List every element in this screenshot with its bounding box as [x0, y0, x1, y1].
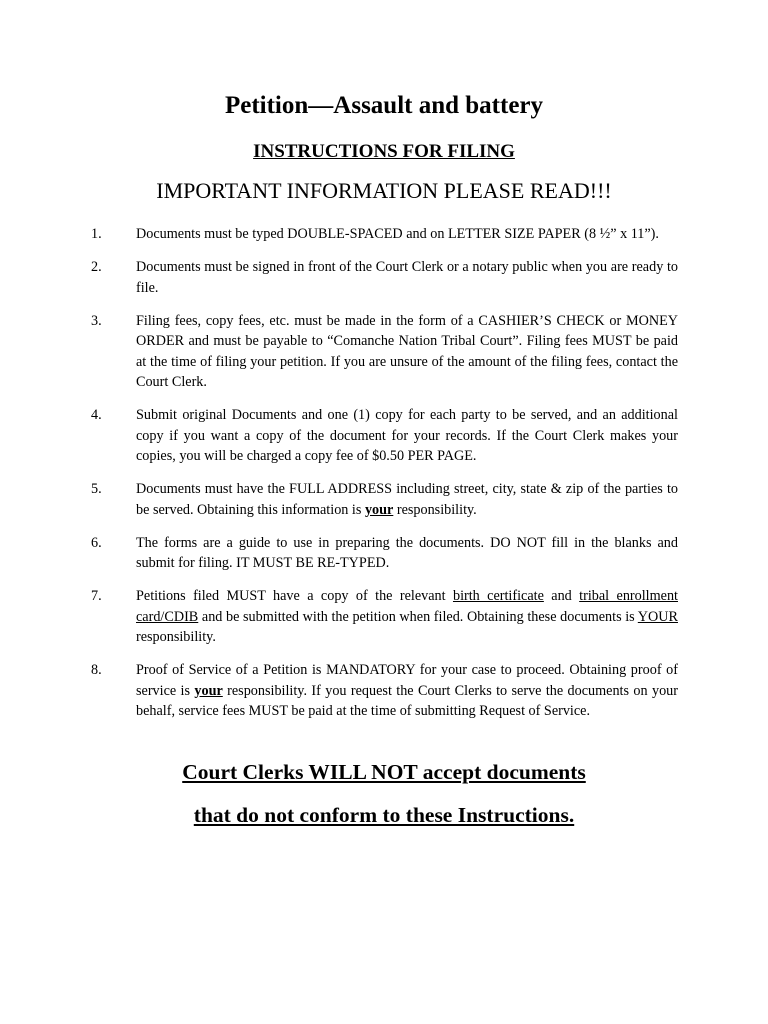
important-notice: IMPORTANT INFORMATION PLEASE READ!!!	[156, 178, 612, 203]
birth-certificate-underlined: birth certificate	[452, 588, 544, 604]
instruction-item-8	[91, 660, 678, 722]
instruction-item-7	[91, 586, 678, 648]
item-number: 3.	[91, 312, 102, 329]
item-number: 6.	[91, 534, 102, 551]
item-number: 5.	[91, 481, 102, 497]
instruction-item-3	[91, 311, 678, 393]
item-text: Proof of Service of a Petition is MANDATORY for your case to proceed. Obtaining proof of service is your responsibility. If you request the Court Clerks to serve the documents on your behalf, service fees MUST be paid at the time of submitting Request of Service.	[136, 662, 678, 719]
item-text: Documents must have the FULL ADDRESS including street, city, state & zip of the parties to be served. Obtaining this information is your responsibility.	[136, 481, 678, 518]
item-text: The forms are a guide to use in preparing the documents. DO NOT fill in the blanks and submit for filing. IT MUST BE RE-TYPED.	[136, 534, 678, 571]
item-text: Documents must be signed in front of the Court Clerk or a notary public when you are ready to file.	[136, 259, 678, 296]
item-text: Documents must be typed DOUBLE-SPACED and on LETTER SIZE PAPER (8 ½” x 11”).	[136, 226, 659, 242]
instruction-item-2	[91, 257, 678, 298]
instruction-item-6	[91, 533, 678, 574]
item-number: 2.	[91, 259, 102, 275]
instructions-heading: INSTRUCTIONS FOR FILING	[253, 141, 515, 162]
warning-line-1: Court Clerks WILL NOT accept documents	[182, 760, 586, 784]
instruction-item-4	[91, 405, 678, 467]
item-number: 8.	[91, 662, 102, 678]
item-text: Submit original Documents and one (1) copy for each party to be served, and an additional copy if you want a copy of the document for your records. If the Court Clerk makes your copies, you will be charged a copy fee of $0.50 PER PAGE.	[136, 407, 678, 464]
item-text: Filing fees, copy fees, etc. must be made in the form of a CASHIER’S CHECK or MONEY ORDER and must be payable to “Comanche Nation Tribal Court”. Filing fees MUST be paid at the time of filing your petition. If you are unsure of the amount of the filing fees, contact the Court Clerk.	[136, 312, 678, 390]
instruction-item-1	[91, 224, 678, 245]
warning-line-2: that do not conform to these Instructions.	[193, 803, 575, 827]
emphasis-your: your	[194, 682, 223, 699]
item-number: 7.	[91, 588, 102, 604]
emphasis-your-upper: YOUR	[637, 608, 678, 625]
item-number: 4.	[91, 407, 102, 423]
item-text: Petitions filed MUST have a copy of the relevant birth certificate and tribal enrollment card/CDIB and be submitted with the petition when filed. Obtaining these documents is YOUR responsibility.	[136, 588, 678, 645]
item-number: 1.	[91, 226, 102, 242]
instruction-item-5	[91, 479, 678, 520]
tribal-enrollment-underlined: tribal enrollment card/CDIB	[136, 588, 678, 625]
emphasis-your: your	[364, 501, 394, 518]
page-title: Petition—Assault and battery	[224, 92, 544, 119]
instructions-list	[91, 224, 678, 734]
